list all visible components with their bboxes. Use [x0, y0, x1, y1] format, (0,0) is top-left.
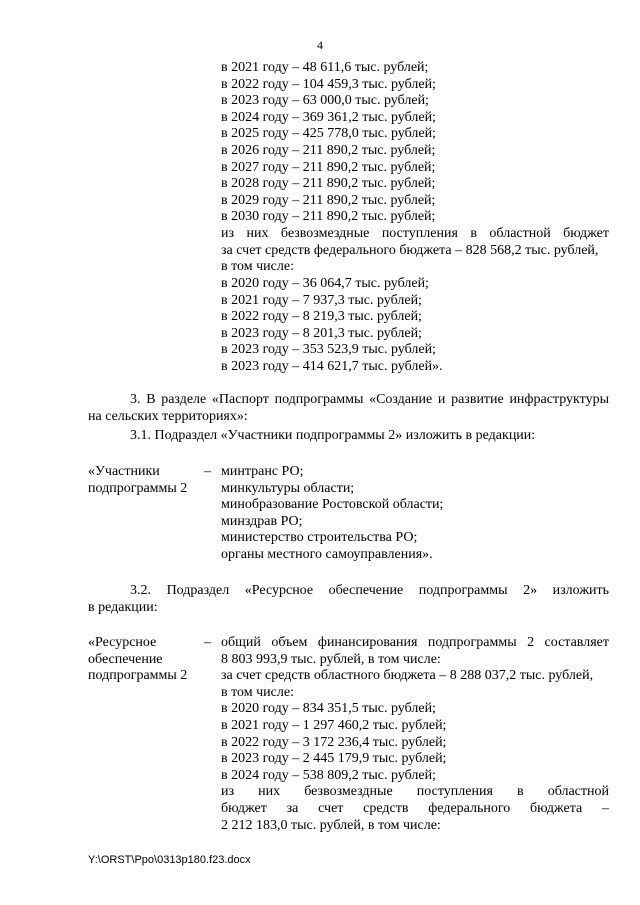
resources-federal-line: 2 212 183,0 тыс. рублей, в том числе: — [221, 817, 441, 833]
list-item: в 2023 году – 63 000,0 тыс. рублей; — [221, 93, 429, 109]
list-item: в 2024 году – 369 361,2 тыс. рублей; — [221, 109, 436, 125]
list-item: в 2021 году – 48 611,6 тыс. рублей; — [221, 60, 429, 75]
section-3-heading — [88, 392, 609, 425]
federal-year-list — [221, 276, 443, 376]
section-3-line: 3. В разделе «Паспорт подпрограммы «Создание и развитие инфраструктуры — [130, 392, 609, 407]
resources-label-line: обеспечение — [88, 651, 163, 667]
resources-label — [88, 635, 187, 685]
section-3-line: на сельских территориях»: — [88, 408, 248, 424]
list-item: минтранс РО; — [221, 464, 304, 479]
list-item: в 2029 году – 211 890,2 тыс. рублей; — [221, 192, 436, 208]
participants-list — [221, 464, 443, 564]
list-item: в 2025 году – 425 778,0 тыс. рублей; — [221, 126, 436, 142]
participants-label-line: подпрограммы 2 — [88, 480, 188, 496]
page-number: 4 — [317, 38, 323, 52]
list-item: минздрав РО; — [221, 513, 303, 529]
list-item: в 2024 году – 538 809,2 тыс. рублей; — [221, 767, 436, 783]
list-item: в 2021 году – 1 297 460,2 тыс. рублей; — [221, 717, 447, 733]
resources-label-line: подпрограммы 2 — [88, 668, 188, 684]
resources-label-line: «Ресурсное — [88, 635, 157, 650]
list-item: в 2023 году – 2 445 179,9 тыс. рублей; — [221, 751, 447, 767]
list-item: в 2023 году – 414 621,7 тыс. рублей». — [221, 358, 443, 374]
list-item: в 2030 году – 211 890,2 тыс. рублей; — [221, 209, 436, 225]
list-item: минкультуры области; — [221, 480, 355, 496]
resources-federal-line: бюджет за счет средств федерального бюджета – — [221, 800, 609, 816]
resources-regional-line: за счет средств областного бюджета – 8 288 037,2 тыс. рублей, — [221, 668, 594, 684]
list-item: в 2026 году – 211 890,2 тыс. рублей; — [221, 142, 436, 158]
federal-intro-line: за счет средств федерального бюджета – 828 568,2 тыс. рублей, — [221, 242, 599, 258]
list-item: в 2023 году – 8 201,3 тыс. рублей; — [221, 325, 422, 341]
participants-dash: – — [204, 464, 211, 479]
resources-federal-line: из них безвозмездные поступления в областной — [221, 784, 609, 800]
list-item: в 2021 году – 7 937,3 тыс. рублей; — [221, 292, 422, 308]
resources-total-line: общий объем финансирования подпрограммы 2 составляет — [221, 635, 609, 650]
resources-total-line: 8 803 993,9 тыс. рублей, в том числе: — [221, 651, 441, 667]
resources-dash: – — [204, 635, 211, 650]
resources-regional-line: в том числе: — [221, 684, 294, 700]
list-item: в 2022 году – 104 459,3 тыс. рублей; — [221, 76, 436, 92]
section-3-2-line: в редакции: — [88, 599, 158, 615]
resources-content — [221, 635, 609, 834]
list-item: в 2027 году – 211 890,2 тыс. рублей; — [221, 159, 436, 175]
list-item: в 2028 году – 211 890,2 тыс. рублей; — [221, 176, 436, 192]
list-item: органы местного самоуправления». — [221, 546, 433, 562]
federal-intro-line: в том числе: — [221, 259, 294, 275]
list-item: минобразование Ростовской области; — [221, 497, 444, 513]
list-item: в 2020 году – 36 064,7 тыс. рублей; — [221, 276, 429, 291]
list-item: в 2023 году – 353 523,9 тыс. рублей; — [221, 342, 436, 358]
list-item: в 2022 году – 8 219,3 тыс. рублей; — [221, 309, 422, 325]
top-year-list — [221, 60, 436, 226]
participants-label — [88, 464, 187, 497]
list-item: министерство строительства РО; — [221, 530, 418, 546]
section-3-1: 3.1. Подраздел «Участники подпрограммы 2» изложить в редакции: — [130, 428, 536, 443]
federal-intro-line: из них безвозмездные поступления в областной бюджет — [221, 226, 609, 241]
file-path-footer: Y:\ORST\Ppo\0313p180.f23.docx — [88, 854, 251, 866]
participants-label-line: «Участники — [88, 464, 160, 479]
list-item: в 2022 году – 3 172 236,4 тыс. рублей; — [221, 734, 447, 750]
section-3-2-line: 3.2. Подраздел «Ресурсное обеспечение подпрограммы 2» изложить — [130, 583, 609, 598]
federal-intro — [221, 226, 609, 276]
section-3-2-heading — [88, 583, 609, 616]
list-item: в 2020 году – 834 351,5 тыс. рублей; — [221, 701, 436, 717]
